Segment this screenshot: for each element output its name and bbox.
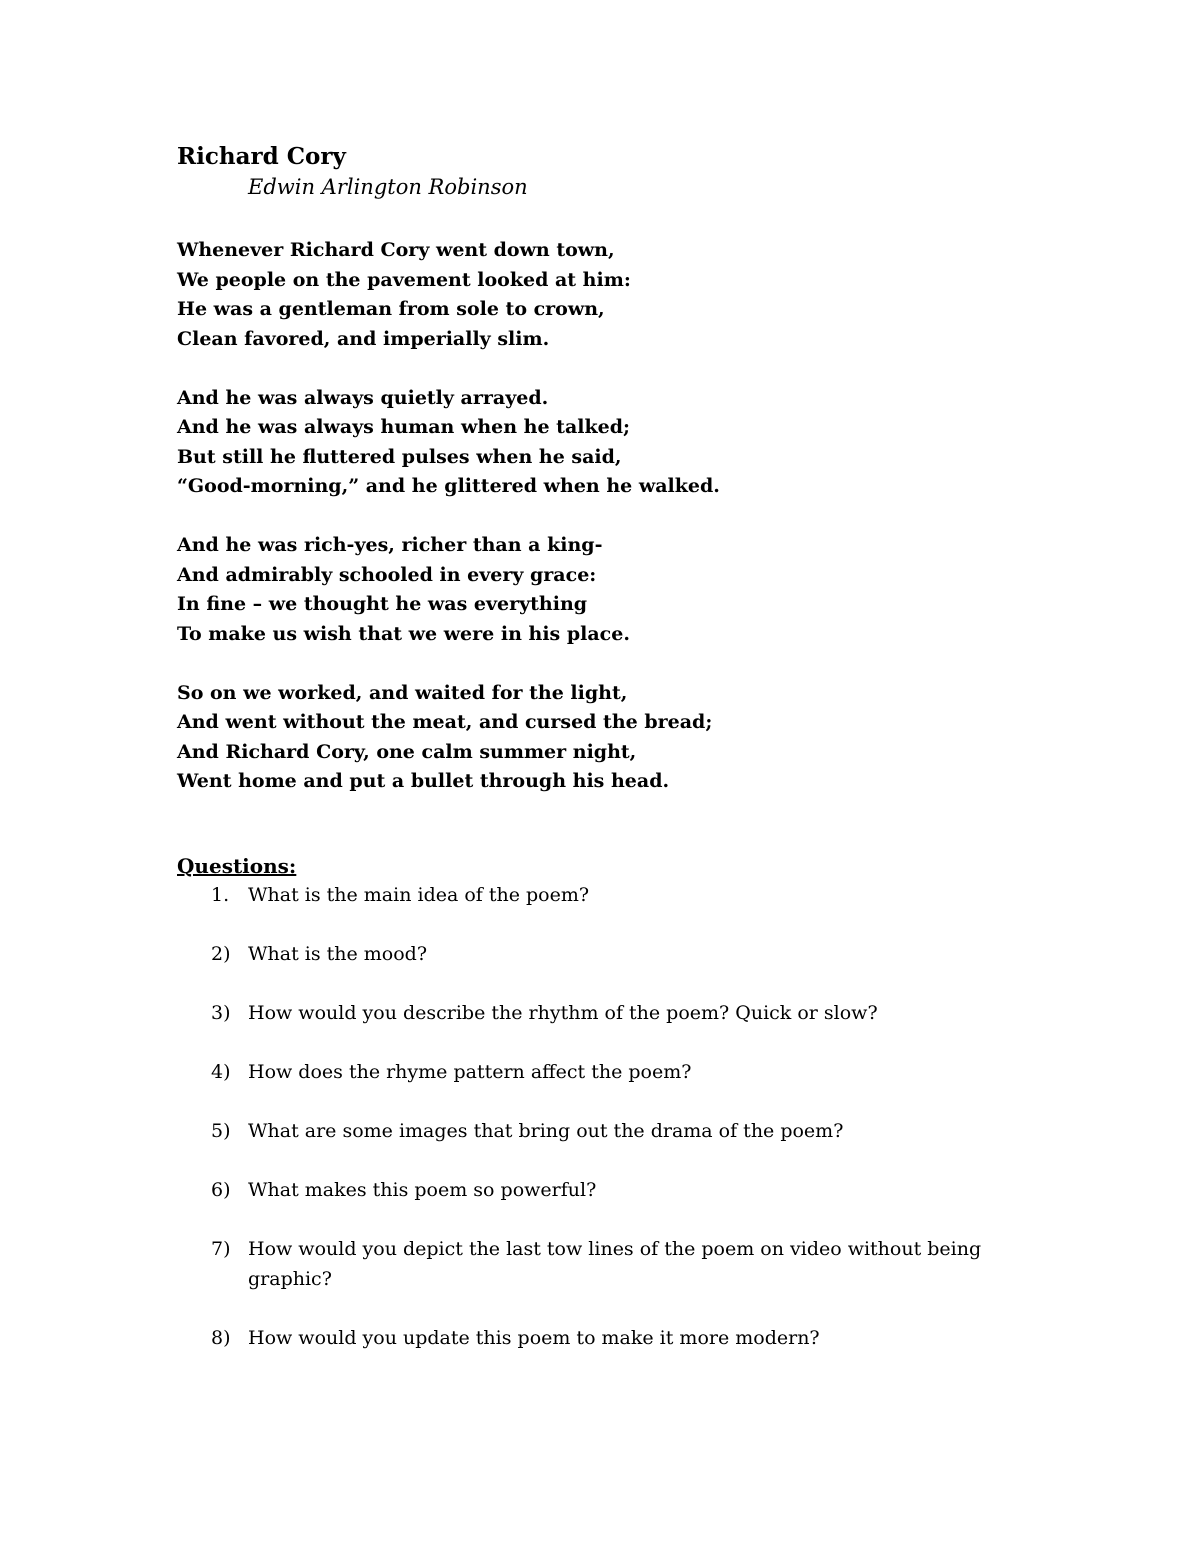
- question-item: [177, 1058, 1037, 1088]
- poem-line: He was a gentleman from sole to crown,: [177, 298, 605, 320]
- poem-line: Clean favored, and imperially slim.: [177, 327, 550, 350]
- question-number: 2): [211, 943, 231, 965]
- poem-line: And admirably schooled in every grace:: [177, 563, 597, 586]
- question-item: [177, 940, 1037, 970]
- poem-line: But still he fluttered pulses when he said,: [177, 445, 622, 468]
- poem-body: [177, 236, 1077, 826]
- question-number: 7): [211, 1238, 231, 1260]
- question-text: What is the main idea of the poem?: [248, 884, 590, 906]
- poem-line: And went without the meat, and cursed the bread;: [177, 711, 713, 733]
- question-text: What are some images that bring out the drama of the poem?: [248, 1120, 844, 1142]
- question-text: What is the mood?: [248, 943, 428, 965]
- question-number: 4): [211, 1061, 231, 1083]
- question-item: [177, 1117, 1037, 1147]
- question-number: 6): [211, 1179, 231, 1201]
- question-item: [177, 999, 1037, 1029]
- question-number: 8): [211, 1326, 231, 1349]
- stanza-1: [177, 236, 1077, 354]
- poem-line: And Richard Cory, one calm summer night,: [177, 740, 637, 763]
- question-item: [177, 1235, 1037, 1294]
- poem-line: In fine – we thought he was everything: [177, 593, 588, 615]
- poem-line: To make us wish that we were in his place.: [177, 622, 630, 645]
- questions-heading: Questions:: [177, 854, 297, 878]
- question-text: What makes this poem so powerful?: [248, 1179, 597, 1201]
- question-item: [177, 881, 1037, 911]
- question-item: [177, 1176, 1037, 1206]
- stanza-4: [177, 679, 1077, 797]
- poem-line: And he was always human when he talked;: [177, 416, 631, 438]
- stanza-2: [177, 384, 1077, 502]
- questions-list: [177, 881, 1037, 1383]
- poem-author: Edwin Arlington Robinson: [248, 175, 528, 199]
- question-number: 3): [211, 1002, 231, 1024]
- poem-line: Whenever Richard Cory went down town,: [177, 239, 615, 261]
- poem-line: So on we worked, and waited for the light,: [177, 681, 628, 704]
- stanza-3: [177, 531, 1077, 649]
- question-text: How does the rhyme pattern affect the poem?: [248, 1061, 692, 1083]
- question-item: [177, 1324, 1037, 1354]
- question-text: How would you update this poem to make it more modern?: [248, 1326, 820, 1349]
- poem-title: Richard Cory: [177, 143, 346, 170]
- poem-line: And he was always quietly arrayed.: [177, 386, 549, 409]
- question-text: How would you describe the rhythm of the poem? Quick or slow?: [248, 1002, 878, 1024]
- question-text: How would you depict the last tow lines of the poem on video without being graphic?: [248, 1238, 982, 1290]
- poem-line: We people on the pavement looked at him:: [177, 268, 631, 291]
- poem-line: And he was rich-yes, richer than a king-: [177, 534, 603, 556]
- question-number: 1.: [211, 884, 230, 906]
- poem-line: “Good-morning,” and he glittered when he walked.: [177, 475, 720, 497]
- question-number: 5): [211, 1120, 231, 1142]
- poem-line: Went home and put a bullet through his head.: [177, 770, 670, 792]
